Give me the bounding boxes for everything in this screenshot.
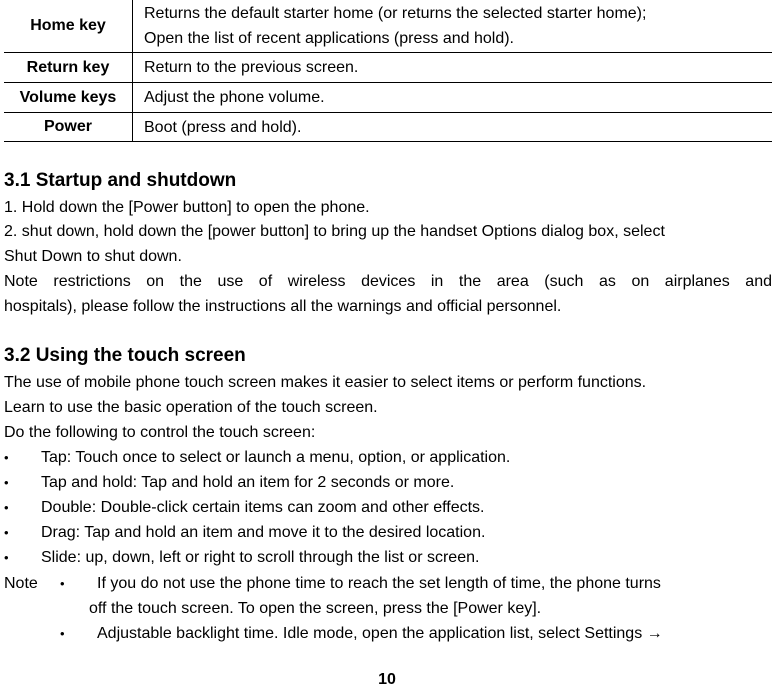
key-description: [133, 0, 773, 53]
list-item: [4, 496, 484, 520]
key-function-table: [4, 0, 772, 142]
list-item-text: Tap: Touch once to select or launch a menu, option, or application.: [41, 449, 511, 466]
table-row: [4, 53, 772, 83]
body-line: 1. Hold down the [Power button] to open the phone.: [4, 199, 370, 216]
bullet-icon: [4, 471, 41, 495]
list-item-text: Slide: up, down, left or right to scroll through the list or screen.: [41, 549, 480, 566]
bullet-icon: [4, 521, 41, 545]
body-line: Do the following to control the touch screen:: [4, 424, 316, 441]
bullet-icon: [4, 546, 41, 570]
body-line: 2. shut down, hold down the [power button] to bring up the handset Options dialog box, select: [4, 223, 665, 240]
page-number: 10: [378, 671, 396, 688]
list-item: [4, 446, 510, 470]
list-item: [4, 521, 485, 545]
key-description: Adjust the phone volume.: [133, 83, 773, 113]
bullet-icon: [60, 572, 97, 596]
body-line: Learn to use the basic operation of the touch screen.: [4, 399, 378, 416]
body-line: The use of mobile phone touch screen makes it easier to select items or perform functions.: [4, 374, 647, 391]
table-row: [4, 83, 772, 113]
body-line: hospitals), please follow the instructions all the warnings and official personnel.: [4, 298, 562, 315]
note-text: Adjustable backlight time. Idle mode, open the application list, select Settings →: [97, 625, 663, 642]
section-heading-touch-screen: 3.2 Using the touch screen: [4, 345, 246, 366]
note-item: [60, 572, 661, 596]
description-line: Open the list of recent applications (press and hold).: [144, 30, 514, 47]
list-item: [4, 546, 479, 570]
note-item: [60, 622, 663, 646]
key-name: Volume keys: [4, 83, 133, 113]
list-item-text: Double: Double-click certain items can zoom and other effects.: [41, 499, 485, 516]
bullet-icon: [4, 496, 41, 520]
key-description: Boot (press and hold).: [133, 113, 773, 142]
bullet-icon: [60, 622, 97, 646]
note-text-continued: off the touch screen. To open the screen, press the [Power key].: [89, 600, 542, 617]
body-line: Note restrictions on the use of wireless devices in the area (such as on airplanes and: [4, 273, 772, 290]
bullet-icon: [4, 446, 41, 470]
key-description: Return to the previous screen.: [133, 53, 773, 83]
key-name: Return key: [4, 53, 133, 83]
description-line: Returns the default starter home (or returns the selected starter home);: [144, 5, 647, 22]
list-item-text: Drag: Tap and hold an item and move it to the desired location.: [41, 524, 486, 541]
note-text: If you do not use the phone time to reach the set length of time, the phone turns: [97, 575, 661, 592]
key-name: Home key: [4, 0, 133, 53]
table-row: [4, 0, 772, 53]
table-row: [4, 113, 772, 142]
body-line: Shut Down to shut down.: [4, 248, 182, 265]
note-label: Note: [4, 575, 38, 592]
list-item-text: Tap and hold: Tap and hold an item for 2 seconds or more.: [41, 474, 455, 491]
key-name: Power: [4, 113, 133, 142]
list-item: [4, 471, 454, 495]
section-heading-startup: 3.1 Startup and shutdown: [4, 170, 237, 191]
